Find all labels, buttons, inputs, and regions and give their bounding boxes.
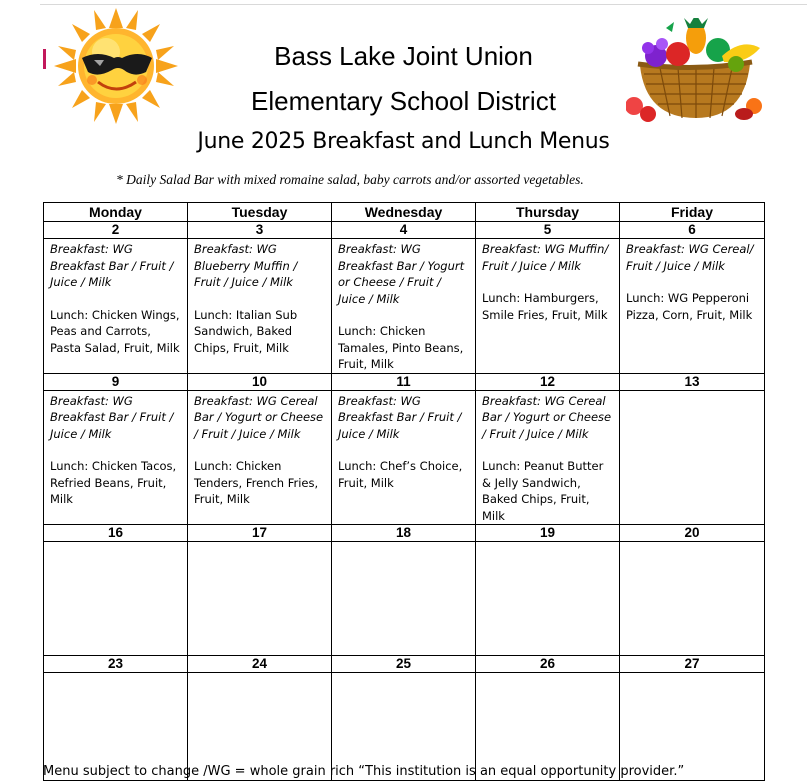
breakfast-item: Breakfast: WG Breakfast Bar / Fruit / Juice / Milk [50, 242, 174, 289]
menu-subtitle: June 2025 Breakfast and Lunch Menus [197, 129, 610, 154]
menu-cell [332, 390, 476, 525]
lunch-item: Lunch: Italian Sub Sandwich, Baked Chips, Fruit, Milk [194, 307, 298, 355]
date-row [44, 222, 765, 239]
top-rule [40, 4, 807, 5]
day-number: 25 [332, 656, 476, 673]
breakfast-item: Breakfast: WG Blueberry Muffin / Fruit / Juice / Milk [194, 242, 298, 289]
menu-cell [332, 542, 476, 656]
date-row [44, 525, 765, 542]
day-number: 24 [188, 656, 332, 673]
day-number: 27 [620, 656, 765, 673]
breakfast-item: Breakfast: WG Muffin/ Fruit / Juice / Milk [482, 242, 609, 273]
menu-cell [620, 390, 765, 525]
menu-cell [332, 239, 476, 374]
menu-row [44, 390, 765, 525]
menu-cell [44, 542, 188, 656]
menu-cell [476, 390, 620, 525]
lunch-item: Lunch: Chef’s Choice, Fruit, Milk [338, 459, 463, 490]
menu-cell [476, 239, 620, 374]
day-number: 5 [476, 222, 620, 239]
menu-cell [188, 542, 332, 656]
day-number: 11 [332, 373, 476, 390]
menu-cell [476, 542, 620, 656]
day-number: 10 [188, 373, 332, 390]
menu-row [44, 542, 765, 656]
weekday-header: Friday [620, 203, 765, 222]
weekday-header-row [44, 203, 765, 222]
day-number: 6 [620, 222, 765, 239]
menu-cell [188, 239, 332, 374]
day-number: 16 [44, 525, 188, 542]
day-number: 26 [476, 656, 620, 673]
breakfast-item: Breakfast: WG Cereal/ Fruit / Juice / Milk [626, 242, 754, 273]
menu-cell [188, 390, 332, 525]
breakfast-item: Breakfast: WG Breakfast Bar / Fruit / Juice / Milk [338, 393, 462, 441]
day-number: 4 [332, 222, 476, 239]
lunch-item: Lunch: Chicken Tamales, Pinto Beans, Fruit, Milk [338, 324, 464, 371]
weekday-header: Monday [44, 203, 188, 222]
menu-cell [620, 542, 765, 656]
weekday-header: Tuesday [188, 203, 332, 222]
menu-cell [620, 239, 765, 374]
menu-cell [44, 239, 188, 374]
day-number: 3 [188, 222, 332, 239]
breakfast-item: Breakfast: WG Cereal Bar / Yogurt or Cheese / Fruit / Juice / Milk [482, 393, 612, 441]
footer-disclaimer: Menu subject to change /WG = whole grain rich “This institution is an equal opportunity provider.” [43, 764, 685, 779]
breakfast-item: Breakfast: WG Breakfast Bar / Yogurt or Cheese / Fruit / Juice / Milk [338, 242, 465, 306]
day-number: 23 [44, 656, 188, 673]
weekday-header: Thursday [476, 203, 620, 222]
menu-row [44, 239, 765, 374]
date-row [44, 656, 765, 673]
date-row [44, 373, 765, 390]
day-number: 9 [44, 373, 188, 390]
day-number: 17 [188, 525, 332, 542]
day-number: 13 [620, 373, 765, 390]
lunch-item: Lunch: Hamburgers, Smile Fries, Fruit, Milk [482, 291, 608, 322]
title-line-1: Bass Lake Joint Union [274, 41, 533, 71]
lunch-item: Lunch: Chicken Tacos, Refried Beans, Fruit, Milk [50, 459, 177, 506]
day-number: 12 [476, 373, 620, 390]
day-number: 19 [476, 525, 620, 542]
lunch-item: Lunch: Chicken Wings, Peas and Carrots, Pasta Salad, Fruit, Milk [50, 307, 180, 355]
lunch-item: Lunch: Chicken Tenders, French Fries, Fruit, Milk [194, 459, 319, 506]
breakfast-item: Breakfast: WG Breakfast Bar / Fruit / Juice / Milk [50, 393, 174, 441]
lunch-item: Lunch: WG Pepperoni Pizza, Corn, Fruit, Milk [626, 291, 753, 322]
lunch-item: Lunch: Peanut Butter & Jelly Sandwich, Baked Chips, Fruit, Milk [482, 459, 604, 523]
day-number: 20 [620, 525, 765, 542]
weekday-header: Wednesday [332, 203, 476, 222]
title-line-2: Elementary School District [251, 86, 556, 116]
salad-bar-note: * Daily Salad Bar with mixed romaine salad, baby carrots and/or assorted vegetables. [116, 172, 584, 187]
menu-cell [44, 390, 188, 525]
menu-calendar [43, 202, 765, 781]
day-number: 18 [332, 525, 476, 542]
day-number: 2 [44, 222, 188, 239]
breakfast-item: Breakfast: WG Cereal Bar / Yogurt or Cheese / Fruit / Juice / Milk [194, 393, 324, 441]
